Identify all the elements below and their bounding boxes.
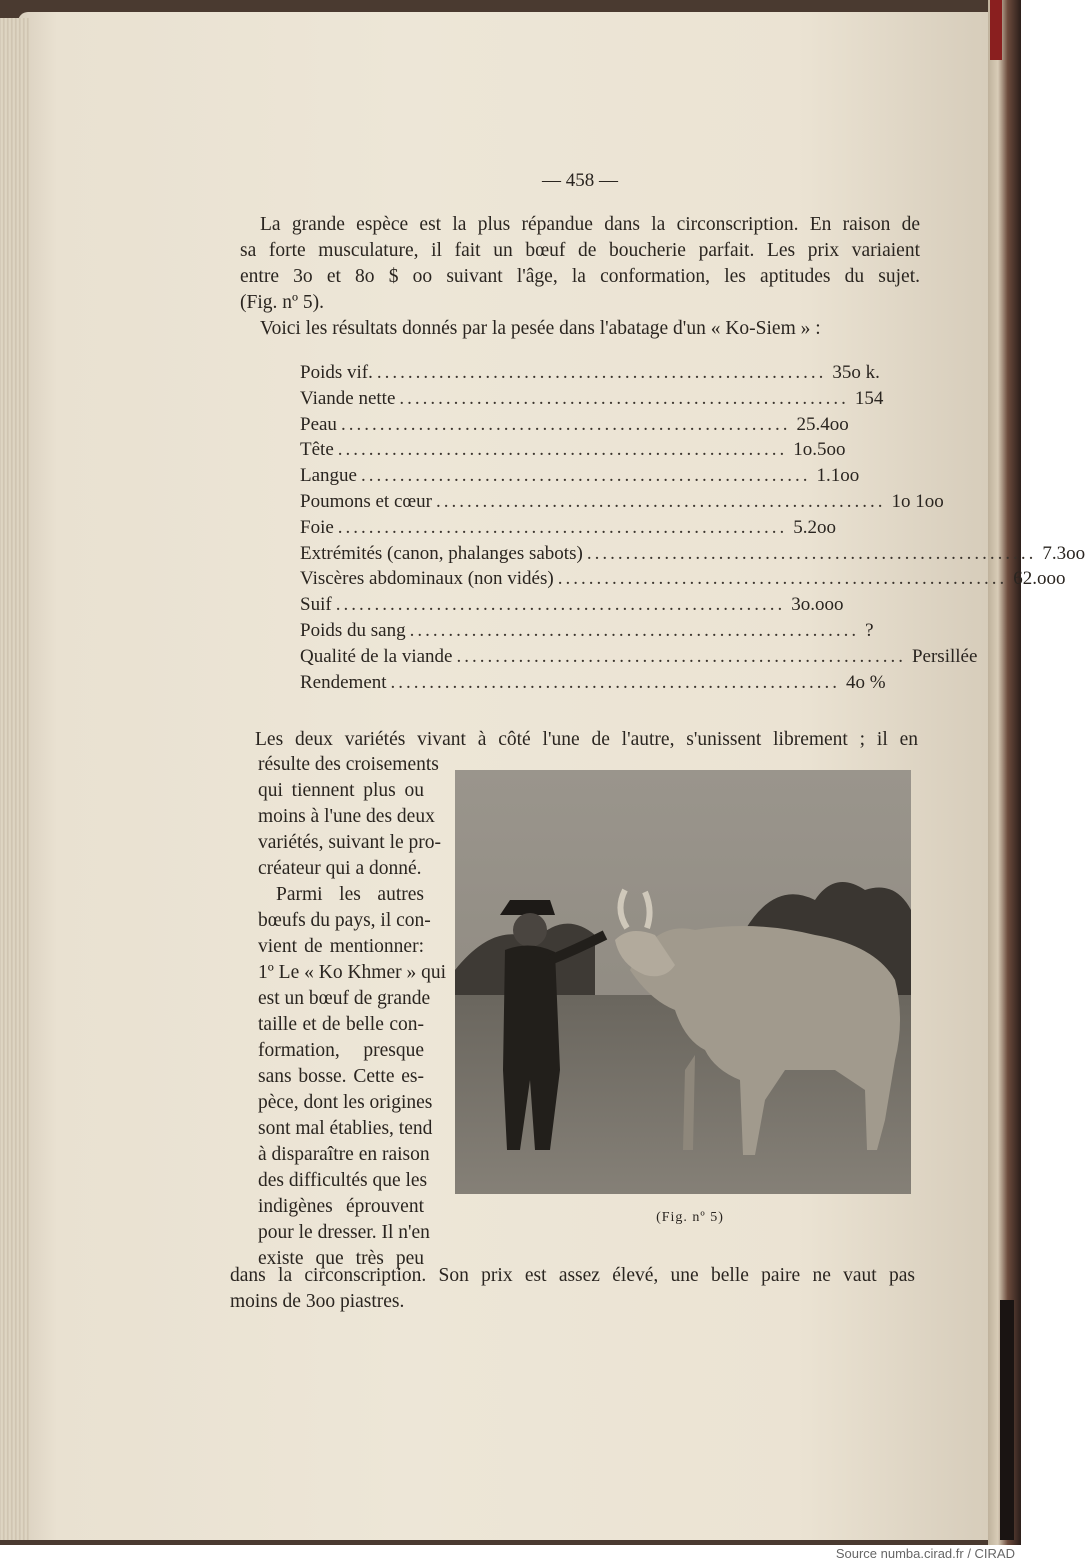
- row-label: Viande nette: [300, 387, 396, 409]
- row-value: 7.3oo: [1042, 542, 1085, 564]
- leader-dots: ..........................................................: [399, 387, 849, 409]
- ox-photograph: [455, 770, 911, 1194]
- row-label: Tête: [300, 439, 334, 461]
- row-label: Extrémités (canon, phalanges sabots): [300, 542, 583, 564]
- table-row: [300, 594, 860, 620]
- text-line: résulte des croisements: [258, 754, 439, 775]
- row-label: Peau: [300, 413, 337, 435]
- closing-paragraph: [230, 1263, 915, 1315]
- varieties-paragraph: [255, 727, 918, 753]
- table-row: [300, 568, 1066, 594]
- leader-dots: ..........................................................: [435, 490, 886, 512]
- red-ribbon-marker: [990, 0, 1002, 60]
- row-label: Poumons et cœur: [300, 490, 432, 512]
- table-row: [300, 465, 860, 491]
- page-number: — 458 —: [542, 170, 618, 191]
- intro-paragraph: [240, 212, 920, 342]
- text-line: vient de mentionner:: [258, 936, 424, 957]
- leader-dots: ..........................................................: [360, 465, 811, 487]
- table-row: [300, 542, 1085, 569]
- row-value: 4o %: [846, 671, 886, 693]
- leader-dots: ..........................................................: [409, 619, 860, 641]
- text-line: est un bœuf de grande: [258, 988, 431, 1009]
- text-line: qui tiennent plus ou: [258, 780, 424, 801]
- row-value: 35o k.: [832, 362, 880, 383]
- table-row: [300, 490, 944, 517]
- row-value: 1.1oo: [816, 465, 860, 487]
- leader-dots: ..........................................................: [456, 645, 906, 667]
- leader-dots: ..........................................................: [557, 568, 1008, 590]
- source-credit: Source numba.cirad.fr / CIRAD: [835, 1546, 1015, 1561]
- leader-dots: ..........................................................: [335, 594, 786, 616]
- text-line: sont mal établies, tend: [258, 1118, 433, 1139]
- text-line: indigènes éprouvent: [258, 1196, 424, 1217]
- row-value: 3o.ooo: [791, 594, 844, 616]
- table-row: [300, 619, 874, 646]
- table-row: [300, 645, 978, 672]
- text-line: (Fig. nº 5).: [240, 292, 325, 313]
- row-value: Persillée: [911, 645, 978, 667]
- row-value: 25.4oo: [796, 413, 849, 435]
- row-value: 1o.5oo: [793, 439, 846, 461]
- row-label: Poids du sang: [300, 619, 406, 641]
- row-value: 62.ooo: [1013, 568, 1066, 590]
- text-line: moins à l'une des deux: [258, 806, 435, 827]
- text-line: pour le dresser. Il n'en: [258, 1222, 430, 1243]
- text-line: formation, presque: [258, 1040, 424, 1061]
- page-stack-edge: [0, 18, 30, 1540]
- text-line: variétés, suivant le pro-: [258, 832, 442, 853]
- table-row: [300, 387, 884, 414]
- text-line: moins de 3oo piastres.: [230, 1291, 405, 1312]
- text-line: sans bosse. Cette es-: [258, 1066, 424, 1087]
- text-line: bœufs du pays, il con-: [258, 910, 431, 931]
- leader-dots: ..........................................................: [340, 413, 791, 435]
- leader-dots: ..........................................................: [586, 542, 1037, 564]
- row-label: Viscères abdominaux (non vidés): [300, 568, 554, 590]
- text-line: dans la circonscription. Son prix est assez élevé, une belle paire ne vaut pas: [230, 1265, 915, 1286]
- side-column-text: [258, 752, 447, 1272]
- text-line: taille et de belle con-: [258, 1014, 424, 1035]
- row-label: Rendement: [300, 671, 387, 693]
- text-line: pèce, dont les origines: [258, 1092, 433, 1113]
- row-value: ?: [865, 619, 874, 641]
- row-value: 154: [854, 387, 884, 409]
- text-line: Parmi les autres: [276, 884, 424, 905]
- text-line: à disparaître en raison: [258, 1144, 430, 1165]
- ox-photo-illustration: [455, 770, 911, 1194]
- table-row: [300, 414, 860, 440]
- text-line: sa forte musculature, il fait un bœuf de boucherie parfait. Les prix variaient: [240, 240, 920, 261]
- text-line: Les deux variétés vivant à côté l'une de l'autre, s'unissent librement ; il en: [255, 729, 918, 750]
- row-label: Suif: [300, 594, 332, 616]
- leader-dots: ..........................................................: [337, 439, 788, 461]
- leader-dots: ..........................................................: [376, 362, 827, 383]
- black-ribbon-marker: [1000, 1300, 1014, 1540]
- row-label: Langue: [300, 465, 357, 487]
- text-line: créateur qui a donné.: [258, 858, 422, 879]
- leader-dots: ..........................................................: [390, 671, 841, 693]
- table-row: [300, 517, 860, 543]
- text-line: 1º Le « Ko Khmer » qui: [258, 962, 447, 983]
- text-line: existe que très peu: [258, 1248, 424, 1269]
- row-label: Qualité de la viande: [300, 645, 453, 667]
- figure-caption: (Fig. nº 5): [656, 1210, 724, 1225]
- row-label: Poids vif.: [300, 362, 373, 383]
- row-value: 1o 1oo: [891, 490, 944, 512]
- leader-dots: ..........................................................: [337, 516, 788, 538]
- weighing-results-table: [300, 362, 1085, 697]
- row-value: 5.2oo: [793, 516, 837, 538]
- intro-sentence: Voici les résultats donnés par la pesée dans l'abatage d'un « Ko-Siem » :: [260, 318, 821, 339]
- text-line: entre 3o et 8o $ oo suivant l'âge, la conformation, les aptitudes du sujet.: [240, 266, 920, 287]
- row-label: Foie: [300, 516, 334, 538]
- text-line: des difficultés que les: [258, 1170, 428, 1191]
- table-row: [300, 362, 880, 388]
- text-line: La grande espèce est la plus répandue dans la circonscription. En raison de: [260, 214, 920, 235]
- table-row: [300, 439, 860, 465]
- table-row: [300, 671, 886, 698]
